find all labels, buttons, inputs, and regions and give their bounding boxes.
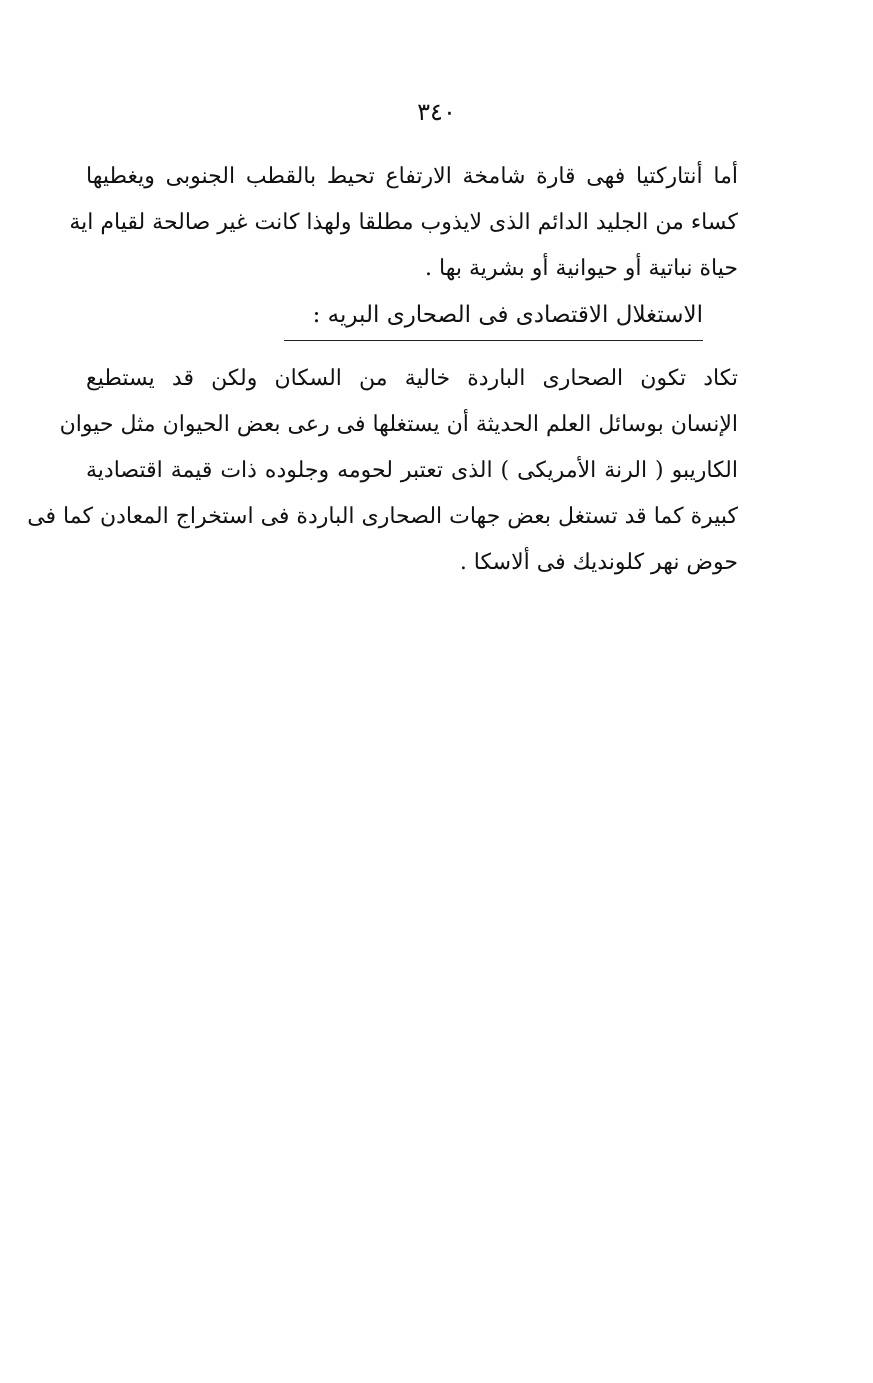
heading-underline <box>284 340 703 341</box>
paragraph-line: حياة نباتية أو حيوانية أو بشرية بها . <box>425 256 738 281</box>
section-heading: الاستغلال الاقتصادى فى الصحارى البريه : <box>312 302 703 328</box>
paragraph-line: حوض نهر كلونديك فى ألاسكا . <box>459 550 738 575</box>
page-number: ٣٤٠ <box>417 98 456 126</box>
paragraph-line: كبيرة كما قد تستغل بعض جهات الصحارى الباردة فى استخراج المعادن كما فى <box>27 504 738 529</box>
paragraph-economic-use <box>27 356 738 586</box>
paragraph-line: تكاد تكون الصحارى الباردة خالية من السكان ولكن قد يستطيع <box>86 366 738 391</box>
paragraph-line: الكاريبو ( الرنة الأمريكى ) الذى تعتبر لحومه وجلوده ذات قيمة اقتصادية <box>86 458 738 483</box>
paragraph-antarctica <box>69 154 738 292</box>
paragraph-line: أما أنتاركتيا فهى قارة شامخة الارتفاع تحيط بالقطب الجنوبى ويغطيها <box>86 164 738 189</box>
paragraph-line: الإنسان بوسائل العلم الحديثة أن يستغلها فى رعى بعض الحيوان مثل حيوان <box>59 412 738 437</box>
paragraph-line: كساء من الجليد الدائم الذى لايذوب مطلقا ولهذا كانت غير صالحة لقيام اية <box>69 210 738 235</box>
